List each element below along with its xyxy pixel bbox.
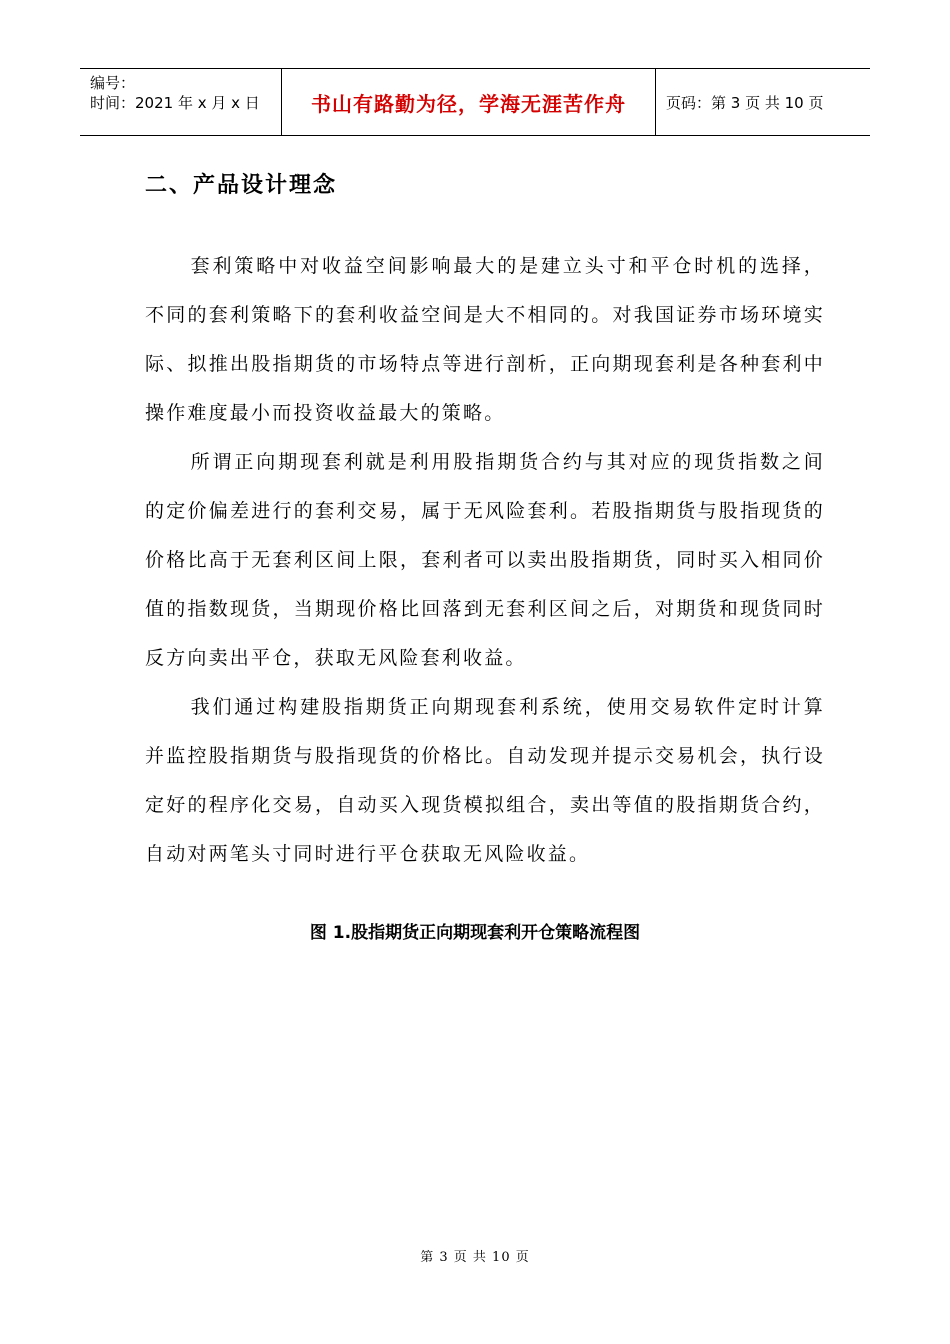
section-title: 二、产品设计理念 bbox=[145, 173, 338, 198]
header-meta bbox=[80, 69, 282, 135]
figure-caption: 图 1.股指期货正向期现套利开仓策略流程图 bbox=[309, 923, 641, 943]
doc-date: 时间：2021 年 x 月 x 日 bbox=[90, 94, 260, 112]
page-footer: 第 3 页 共 10 页 bbox=[420, 1250, 530, 1265]
page-header bbox=[80, 68, 870, 136]
doc-number-label: 编号： bbox=[90, 74, 136, 92]
paragraph: 所谓正向期现套利就是利用股指期货合约与其对应的现货指数之间的定价偏差进行的套利交易，属于无风险套利。若股指期货与股指现货的价格比高于无套利区间上限，套利者可以卖出股指期货，同时买入相同价值的指数现货，当期现价格比回落到无套利区间之后，对期货和现货同时反方向卖出平仓，获取无风险套利收益。 bbox=[145, 451, 825, 669]
paragraph: 套利策略中对收益空间影响最大的是建立头寸和平仓时机的选择，不同的套利策略下的套利收益空间是大不相同的。对我国证券市场环境实际、拟推出股指期货的市场特点等进行剖析，正向期现套利是各种套利中操作难度最小而投资收益最大的策略。 bbox=[145, 255, 825, 424]
body-text bbox=[145, 242, 825, 879]
paragraph: 我们通过构建股指期货正向期现套利系统，使用交易软件定时计算并监控股指期货与股指现货的价格比。自动发现并提示交易机会，执行设定好的程序化交易，自动买入现货模拟组合，卖出等值的股指期货合约，自动对两笔头寸同时进行平仓获取无风险收益。 bbox=[145, 696, 825, 865]
header-page-code: 页码：第 3 页 共 10 页 bbox=[666, 93, 824, 112]
header-motto: 书山有路勤为径，学海无涯苦作舟 bbox=[282, 69, 656, 135]
